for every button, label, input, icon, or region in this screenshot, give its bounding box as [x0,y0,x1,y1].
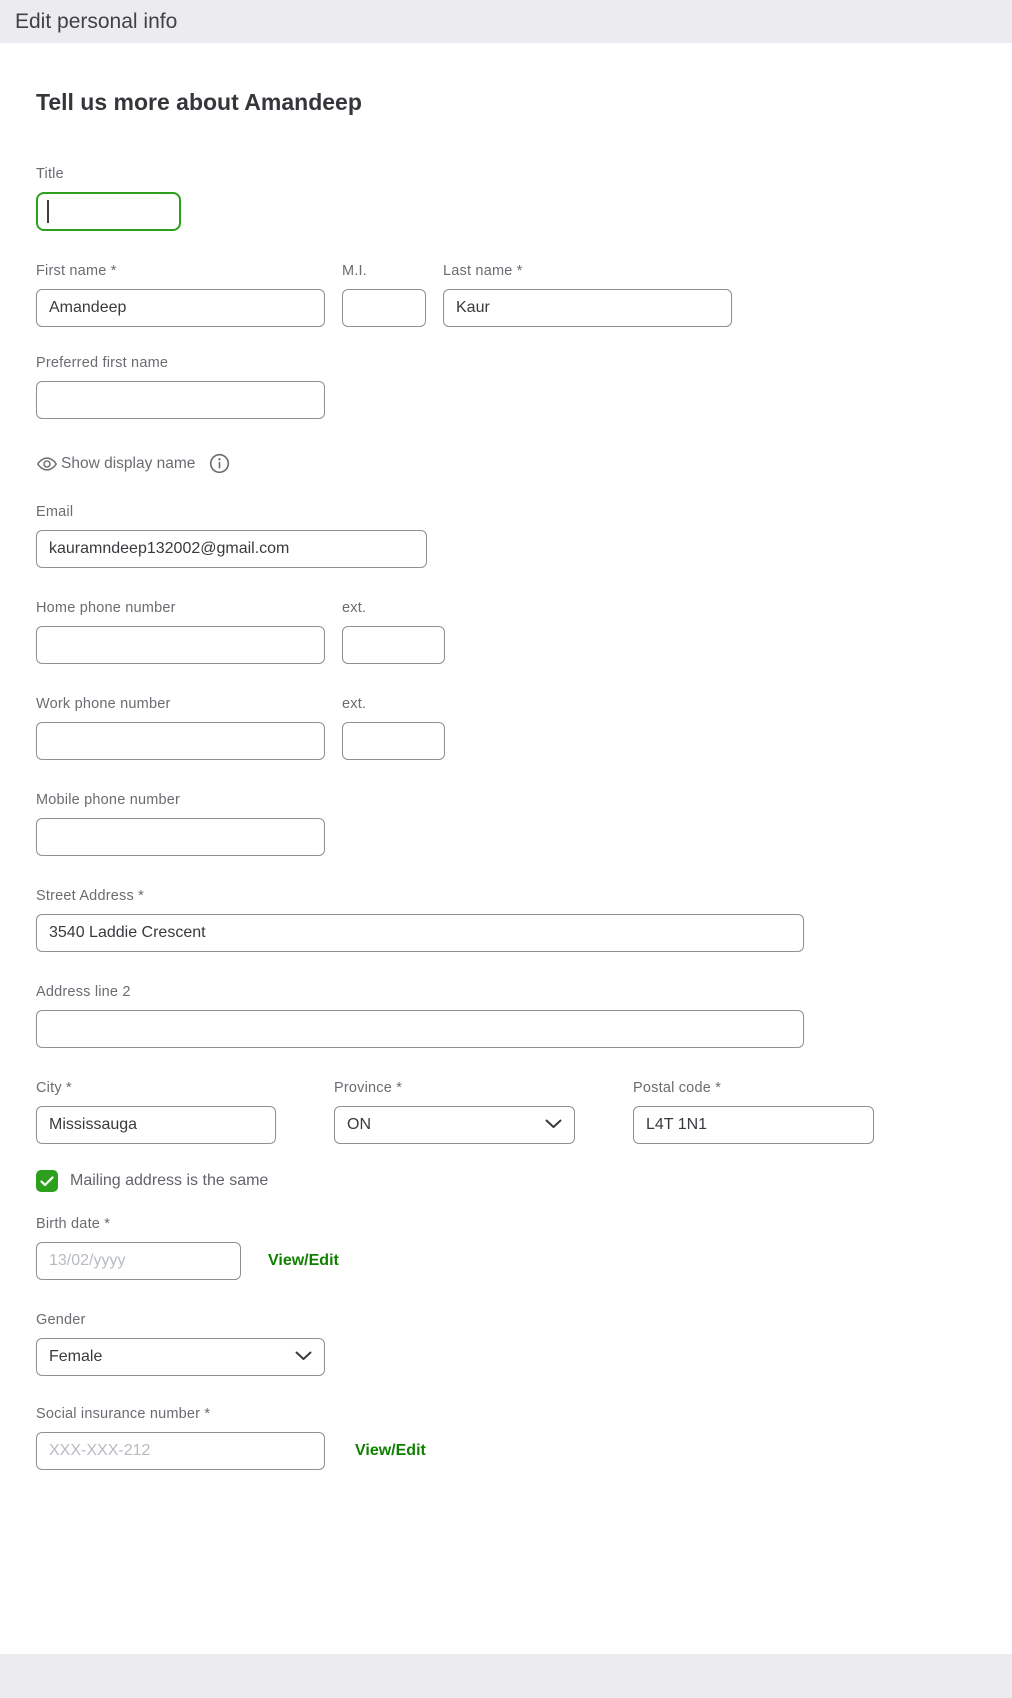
email-input[interactable] [36,530,427,568]
title-label: Title [36,166,64,182]
province-select[interactable] [334,1106,575,1144]
first-name-label: First name * [36,263,117,279]
address-line2-label: Address line 2 [36,984,131,1000]
postal-code-label: Postal code * [633,1080,722,1096]
gender-field-group [36,1312,976,1376]
preferred-name-field-group [36,355,976,419]
sin-field-group [36,1406,976,1470]
first-name-input[interactable] [36,289,325,327]
sin-label: Social insurance number * [36,1406,211,1422]
address-line2-field-group [36,984,976,1048]
province-select-value: ON [347,1116,371,1133]
work-phone-field-group [36,696,325,760]
preferred-name-input[interactable] [36,381,325,419]
page-header-bar [0,0,1012,43]
mobile-phone-input[interactable] [36,818,325,856]
birth-date-input[interactable] [36,1242,241,1280]
province-label: Province * [334,1080,403,1096]
footer-bar [0,1654,1012,1698]
chevron-down-icon [295,1348,312,1366]
sin-view-edit-link[interactable]: View/Edit [355,1442,426,1459]
birth-date-field-group [36,1216,976,1280]
show-display-name-link[interactable]: Show display name [61,454,196,472]
home-phone-ext-label: ext. [342,600,367,616]
name-row [36,263,976,327]
mi-input[interactable] [342,289,426,327]
first-name-field-group [36,263,325,327]
street-address-field-group [36,888,976,952]
home-phone-label: Home phone number [36,600,176,616]
eye-icon [36,455,58,473]
postal-code-input[interactable] [633,1106,874,1144]
street-address-label: Street Address * [36,888,144,904]
work-phone-ext-input[interactable] [342,722,445,760]
birth-date-label: Birth date * [36,1216,111,1232]
postal-code-field-group [633,1080,874,1144]
mobile-phone-field-group [36,792,976,856]
home-phone-row [36,600,976,664]
email-field-group [36,504,976,568]
mi-field-group [342,263,426,327]
work-phone-ext-label: ext. [342,696,367,712]
mi-label: M.I. [342,263,367,279]
gender-label: Gender [36,1312,86,1328]
work-phone-row [36,696,976,760]
page-title: Tell us more about Amandeep [36,89,362,115]
mailing-address-checkbox-label: Mailing address is the same [70,1172,269,1189]
work-phone-label: Work phone number [36,696,171,712]
mailing-address-row [36,1170,976,1192]
last-name-label: Last name * [443,263,523,279]
home-phone-input[interactable] [36,626,325,664]
text-caret [47,200,49,223]
last-name-field-group [443,263,732,327]
preferred-name-label: Preferred first name [36,355,169,371]
street-address-input[interactable] [36,914,804,952]
chevron-down-icon [545,1116,562,1134]
home-phone-ext-input[interactable] [342,626,445,664]
city-field-group [36,1080,276,1144]
title-input[interactable] [36,192,181,231]
city-province-postal-row [36,1080,976,1144]
mailing-address-checkbox[interactable] [36,1170,58,1192]
gender-select[interactable] [36,1338,325,1376]
title-input-wrap [36,192,976,231]
page-header-title: Edit personal info [15,9,178,33]
province-field-group [334,1080,575,1144]
info-circle-icon[interactable] [209,453,230,474]
city-input[interactable] [36,1106,276,1144]
work-phone-ext-field-group [342,696,445,760]
show-display-name-row [36,453,976,474]
email-label: Email [36,504,74,520]
gender-select-value: Female [49,1348,103,1365]
checkmark-icon [40,1176,54,1187]
title-field-group [36,166,976,231]
city-label: City * [36,1080,72,1096]
address-line2-input[interactable] [36,1010,804,1048]
sin-input[interactable] [36,1432,325,1470]
home-phone-field-group [36,600,325,664]
last-name-input[interactable] [443,289,732,327]
home-phone-ext-field-group [342,600,445,664]
birth-date-view-edit-link[interactable]: View/Edit [268,1252,339,1269]
edit-personal-info-form [0,89,1012,1470]
mobile-phone-label: Mobile phone number [36,792,181,808]
work-phone-input[interactable] [36,722,325,760]
